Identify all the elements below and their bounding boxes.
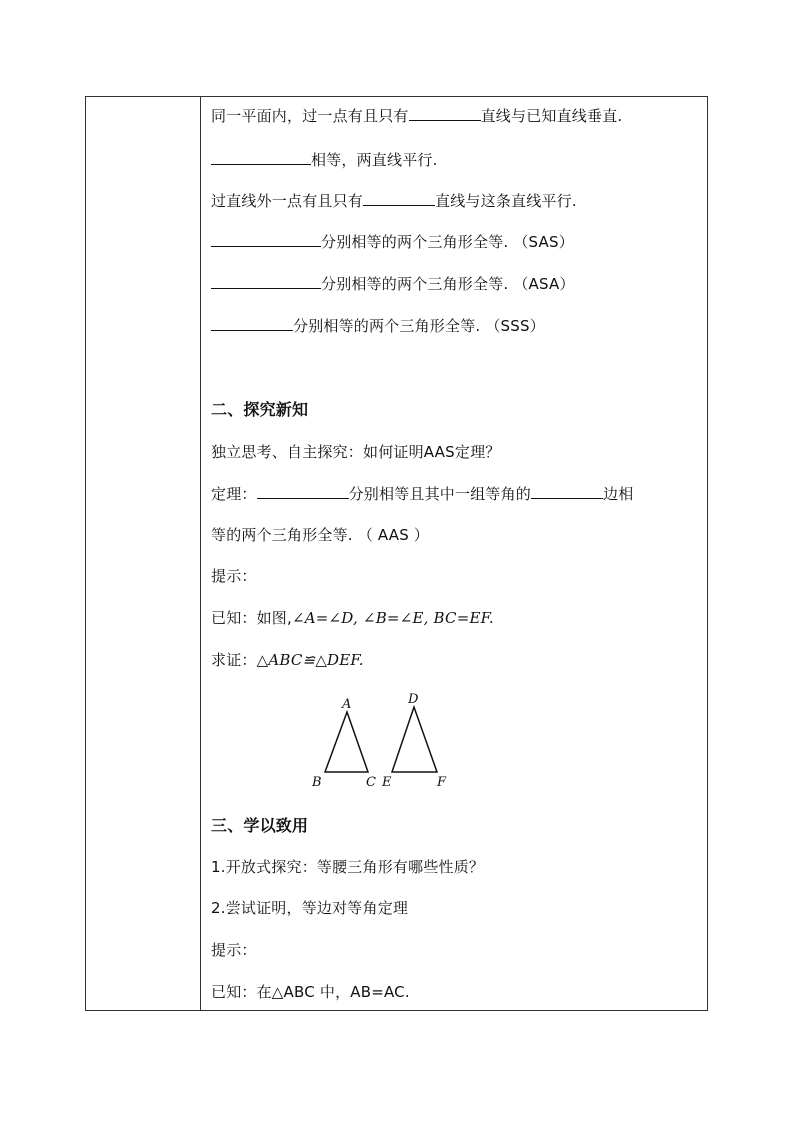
fill-blank[interactable]: [257, 484, 349, 499]
fill-blank[interactable]: [363, 191, 435, 206]
prove-line: 求证：△ABC≌△DEF.: [211, 651, 364, 669]
exercise-1: 1.开放式探究：等腰三角形有哪些性质？: [211, 858, 485, 876]
section-3-heading: 三、学以致用: [211, 816, 309, 835]
triangle-abc: [325, 712, 368, 772]
theorem-line-2: 等的两个三角形全等. （ AAS ）: [211, 526, 430, 544]
fill-blank[interactable]: [531, 484, 603, 499]
vertex-label-b: B: [312, 775, 322, 790]
fill-blank[interactable]: [409, 106, 481, 121]
vertex-label-f: F: [437, 775, 447, 790]
triangle-def: [392, 707, 437, 772]
exercise-2: 2.尝试证明，等边对等角定理: [211, 899, 409, 917]
column-divider: [200, 96, 201, 1011]
given-line: 已知：如图,∠A=∠D, ∠B=∠E, BC=EF.: [211, 609, 494, 627]
review-line-2: 相等，两直线平行.: [211, 150, 438, 170]
hint-label-2: 提示：: [211, 941, 257, 959]
hint-label: 提示：: [211, 567, 257, 585]
vertex-label-d: D: [408, 692, 419, 707]
review-line-3: 过直线外一点有且只有 直线与这条直线平行.: [211, 192, 577, 210]
section-2-question: 独立思考、自主探究：如何证明AAS定理？: [211, 443, 501, 461]
vertex-label-e: E: [382, 775, 392, 790]
fill-blank[interactable]: [211, 150, 311, 165]
triangles-figure: [300, 690, 470, 800]
vertex-label-a: A: [342, 697, 352, 712]
review-line-4: 分别相等的两个三角形全等. （SAS）: [211, 232, 574, 252]
review-line-1: 同一平面内，过一点有且只有 直线与已知直线垂直.: [211, 107, 623, 125]
fill-blank[interactable]: [211, 232, 321, 247]
fill-blank[interactable]: [211, 274, 321, 289]
section-2-heading: 二、探究新知: [211, 400, 309, 419]
given-line-2: 已知：在△ABC 中，AB=AC.: [211, 983, 410, 1001]
review-line-5: 分别相等的两个三角形全等. （ASA）: [211, 274, 575, 294]
theorem-line-1: 定理： 分别相等且其中一组等角的 边相: [211, 485, 634, 503]
fill-blank[interactable]: [211, 316, 293, 331]
review-line-6: 分别相等的两个三角形全等. （SSS）: [211, 316, 545, 336]
vertex-label-c: C: [366, 775, 376, 790]
